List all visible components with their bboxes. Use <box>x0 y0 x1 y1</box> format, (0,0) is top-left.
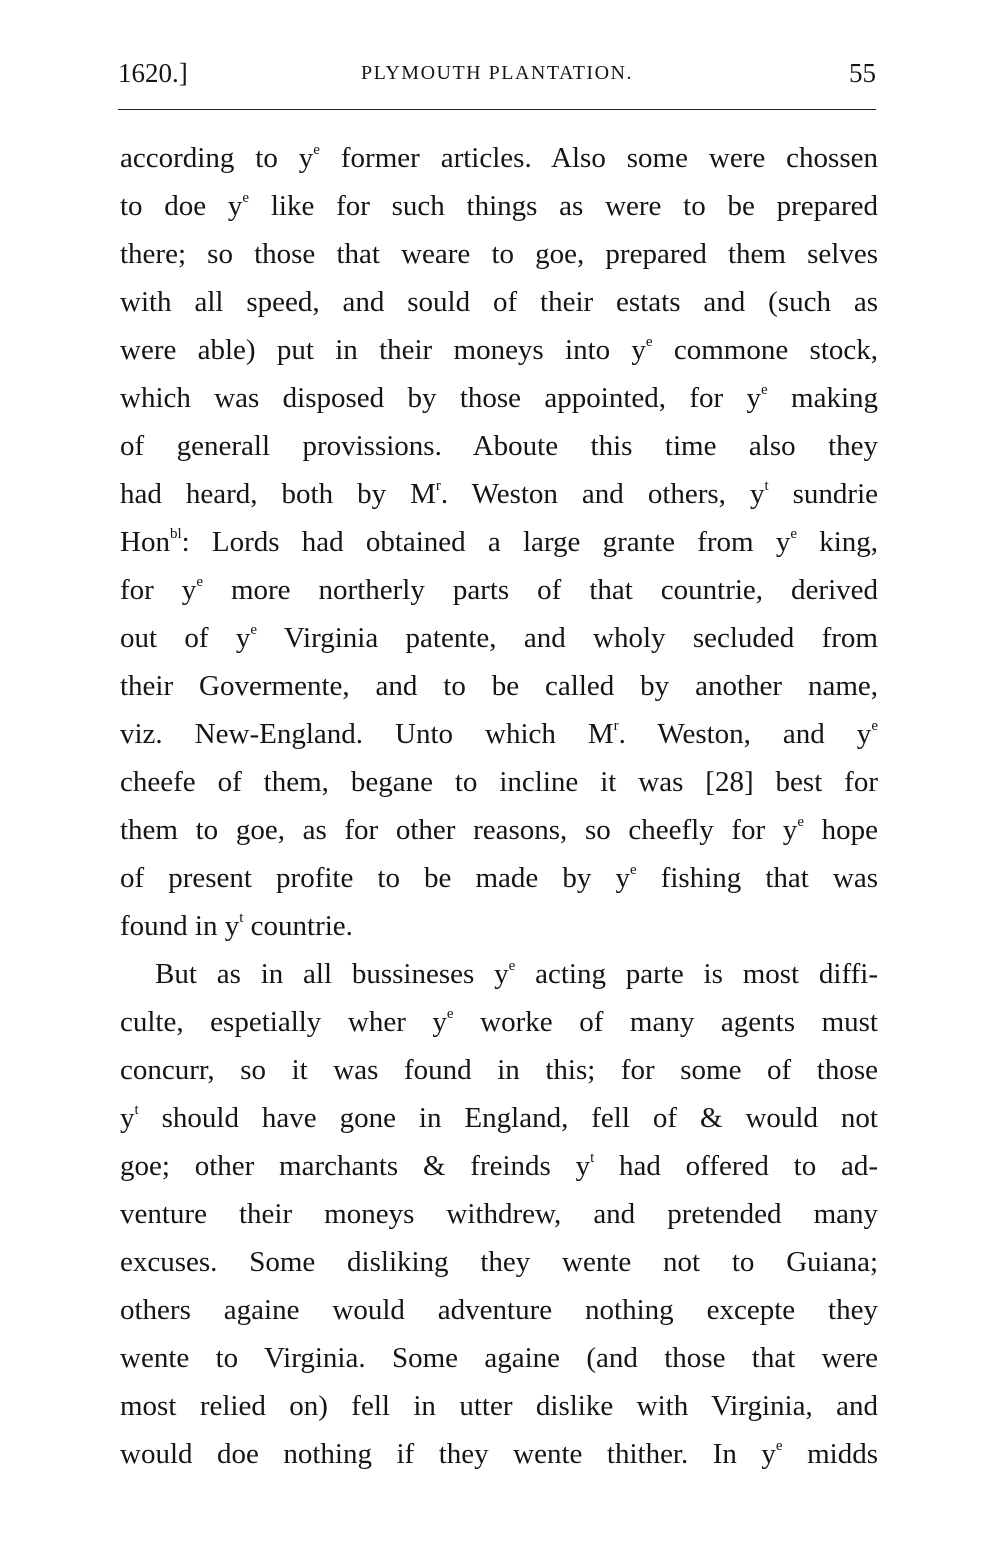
text-line: But as in all bussineses $y^e$ acting parte is most diffi- <box>155 958 878 990</box>
text-line: culte, espetially wher $y^e$ worke of many agents must <box>120 1006 878 1038</box>
page-number: 55 <box>849 58 876 88</box>
text-line: had heard, both by $M^r$. Weston and others, $y^t$ sundrie <box>120 478 879 510</box>
text-line: them to goe, as for other reasons, so cheefly for $y^e$ hope <box>120 814 878 846</box>
text-line: cheefe of them, begane to incline it was [28] best for <box>120 766 878 798</box>
text-line: viz. New-England. Unto which $M^r$. Weston, and $y^e$ <box>120 718 878 750</box>
text-line: of present profite to be made by $y^e$ fishing that was <box>120 862 878 894</box>
text-line: Hon$^{bl}$: Lords had obtained a large grante from $y^e$ king, <box>120 526 879 558</box>
text-line: to doe $y^e$ like for such things as were to be prepared <box>120 190 878 222</box>
text-line: there; so those that weare to goe, prepared them selves <box>120 238 878 270</box>
text-line: venture their moneys withdrew, and pretended many <box>120 1198 878 1230</box>
text-line: $y^t$ should have gone in England, fell of & would not <box>120 1102 878 1134</box>
text-line: excuses. Some disliking they wente not to Guiana; <box>120 1246 878 1278</box>
text-line: according to $y^e$ former articles. Also some were chossen <box>120 142 878 174</box>
text-line: of generall provissions. Aboute this time also they <box>120 430 878 462</box>
text-line: out of $y^e$ Virginia patente, and wholy secluded from <box>120 622 878 654</box>
text-line: most relied on) fell in utter dislike with Virginia, and <box>120 1390 878 1422</box>
text-line: were able) put in their moneys into $y^e$ commone stock, <box>120 334 878 366</box>
text-line: found in $y^t$ countrie. <box>120 910 353 942</box>
text-line: goe; other marchants & freinds $y^t$ had offered to ad- <box>120 1150 878 1182</box>
text-line: for $y^e$ more northerly parts of that countrie, derived <box>120 574 878 606</box>
header-title: PLYMOUTH PLANTATION. <box>361 62 633 84</box>
text-line: their Govermente, and to be called by another name, <box>120 670 878 702</box>
text-line: concurr, so it was found in this; for some of those <box>120 1054 878 1086</box>
text-line: which was disposed by those appointed, for $y^e$ making <box>120 382 878 414</box>
text-line: wente to Virginia. Some againe (and those that were <box>120 1342 878 1374</box>
header-year: 1620.] <box>118 58 188 88</box>
text-line: with all speed, and sould of their estats and (such as <box>120 286 878 318</box>
running-header <box>118 58 876 98</box>
header-rule <box>118 109 876 110</box>
text-line: would doe nothing if they wente thither. In $y^e$ midds <box>120 1438 878 1470</box>
text-line: others againe would adventure nothing excepte they <box>120 1294 878 1326</box>
